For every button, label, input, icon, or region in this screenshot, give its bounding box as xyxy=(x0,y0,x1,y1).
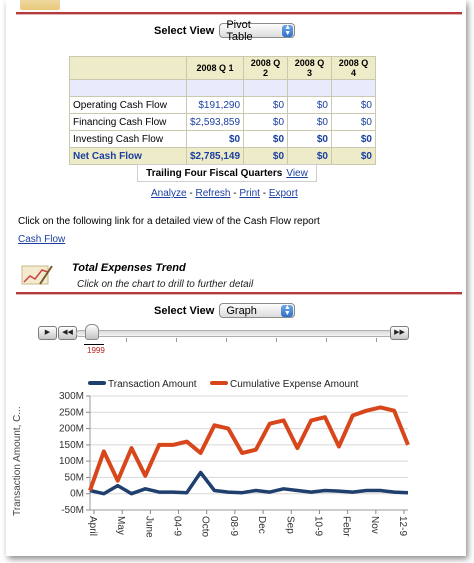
table-cell-link[interactable]: $0 xyxy=(332,148,376,165)
column-header xyxy=(70,57,187,80)
section-divider xyxy=(16,12,462,15)
section-title: Total Expenses Trend xyxy=(72,262,186,274)
table-cell-link[interactable]: $0 xyxy=(332,114,376,131)
table-row xyxy=(70,131,376,148)
y-axis-ticks xyxy=(59,391,90,516)
table-cell-link[interactable]: $0 xyxy=(332,131,376,148)
legend-label: Transaction Amount xyxy=(108,379,197,390)
column-header: 2008 Q 3 xyxy=(288,57,332,80)
x-tick-label: Octo xyxy=(199,516,211,538)
select-value: Pivot Table xyxy=(226,18,253,43)
analyze-link[interactable]: Analyze xyxy=(151,188,187,199)
y-tick-label: 250M xyxy=(58,407,84,419)
table-cell-link[interactable]: $0 xyxy=(288,131,332,148)
table-row xyxy=(70,114,376,131)
table-cell-link[interactable]: $2,785,149 xyxy=(187,148,244,165)
y-tick-label: 0M xyxy=(70,488,84,500)
x-tick-label: May xyxy=(115,516,127,535)
cash-flow-link[interactable]: Cash Flow xyxy=(18,234,66,245)
table-row xyxy=(70,97,376,114)
table-spacer-row xyxy=(70,80,376,97)
x-tick-label: 04-9 xyxy=(171,516,183,537)
x-tick-label: 08-9 xyxy=(227,516,239,537)
y-axis-label: Transaction Amount, C... xyxy=(12,406,23,516)
table-cell-link[interactable]: $0 xyxy=(244,131,288,148)
row-label: Operating Cash Flow xyxy=(70,97,187,114)
table-cell-link[interactable]: $0 xyxy=(244,148,288,165)
step-back-button[interactable]: ◀◀ xyxy=(58,326,77,340)
pivot-select-view xyxy=(154,18,295,43)
y-tick-label: 100M xyxy=(58,456,84,468)
table-cell-link[interactable]: $0 xyxy=(288,114,332,131)
view-select-dropdown[interactable] xyxy=(219,18,295,43)
y-tick-label: 50M xyxy=(64,472,84,484)
select-value: Graph xyxy=(226,304,257,317)
play-button[interactable]: ▶ xyxy=(38,326,57,340)
trend-chart-icon xyxy=(20,262,54,288)
x-tick-label: 10-9 xyxy=(312,516,324,537)
y-tick-label: -50M xyxy=(61,505,84,516)
series-line-cumulative-expense xyxy=(90,407,408,490)
detail-instructions: Click on the following link for a detailed view of the Cash Flow report xyxy=(18,216,320,227)
trailing-quarters-box xyxy=(137,164,317,182)
trailing-label: Trailing Four Fiscal Quarters xyxy=(146,167,283,179)
table-cell-link[interactable]: $0 xyxy=(244,97,288,114)
chart-series[interactable] xyxy=(90,407,408,493)
table-cell-link[interactable]: $0 xyxy=(332,97,376,114)
select-arrows-icon: ▲ ▼ xyxy=(282,25,293,37)
step-forward-button[interactable]: ▶▶ xyxy=(390,326,409,340)
select-view-label: Select View xyxy=(154,304,215,317)
graph-select-view xyxy=(154,303,295,318)
row-label: Financing Cash Flow xyxy=(70,114,187,131)
series-line-transaction-amount xyxy=(90,473,408,494)
x-tick-label: June xyxy=(143,516,155,538)
x-tick-label: April xyxy=(87,516,98,537)
column-header: 2008 Q 1 xyxy=(187,57,244,80)
trailing-view-link[interactable]: View xyxy=(286,167,308,179)
dashboard-page xyxy=(6,0,466,556)
table-cell-link[interactable]: $0 xyxy=(244,114,288,131)
table-cell-link[interactable]: $0 xyxy=(187,131,244,148)
y-tick-label: 150M xyxy=(58,439,84,451)
time-slider xyxy=(6,318,466,358)
chart-legend xyxy=(90,379,359,390)
x-tick-label: Sep xyxy=(284,516,296,534)
refresh-link[interactable]: Refresh xyxy=(195,188,231,199)
table-total-row xyxy=(70,148,376,165)
slider-track[interactable] xyxy=(76,330,392,337)
x-tick-label: Dec xyxy=(256,516,268,534)
y-tick-label: 300M xyxy=(58,391,84,402)
row-label: Net Cash Flow xyxy=(70,148,187,165)
legend-label: Cumulative Expense Amount xyxy=(230,379,359,390)
table-cell-link[interactable]: $0 xyxy=(288,148,332,165)
select-arrows-icon: ▲ ▼ xyxy=(281,305,293,317)
print-link[interactable]: Print xyxy=(239,188,260,199)
view-select-dropdown[interactable] xyxy=(219,303,295,318)
x-tick-label: Nov xyxy=(368,516,380,534)
x-axis-ticks xyxy=(87,510,408,538)
column-header: 2008 Q 4 xyxy=(332,57,376,80)
table-cell-link[interactable]: $0 xyxy=(288,97,332,114)
y-tick-label: 200M xyxy=(58,423,84,435)
select-view-label: Select View xyxy=(154,24,215,37)
section-icon xyxy=(20,0,60,10)
section-divider xyxy=(16,292,462,295)
export-link[interactable]: Export xyxy=(268,188,298,199)
row-label: Investing Cash Flow xyxy=(70,131,187,148)
report-actions: Analyze - Refresh - Print - Export xyxy=(151,188,298,199)
column-header: 2008 Q 2 xyxy=(244,57,288,80)
x-tick-label: 12-9 xyxy=(397,516,408,537)
table-header-row xyxy=(70,57,376,80)
slider-year-label: 1999 xyxy=(87,346,105,355)
section-subtitle: Click on the chart to drill to further detail xyxy=(77,279,254,290)
table-cell-link[interactable]: $2,593,859 xyxy=(187,114,244,131)
x-tick-label: Febr xyxy=(340,516,352,537)
slider-thumb[interactable] xyxy=(85,324,99,340)
total-expenses-chart[interactable] xyxy=(6,366,466,556)
table-cell-link[interactable]: $191,290 xyxy=(187,97,244,114)
cash-flow-pivot-table xyxy=(69,56,376,165)
